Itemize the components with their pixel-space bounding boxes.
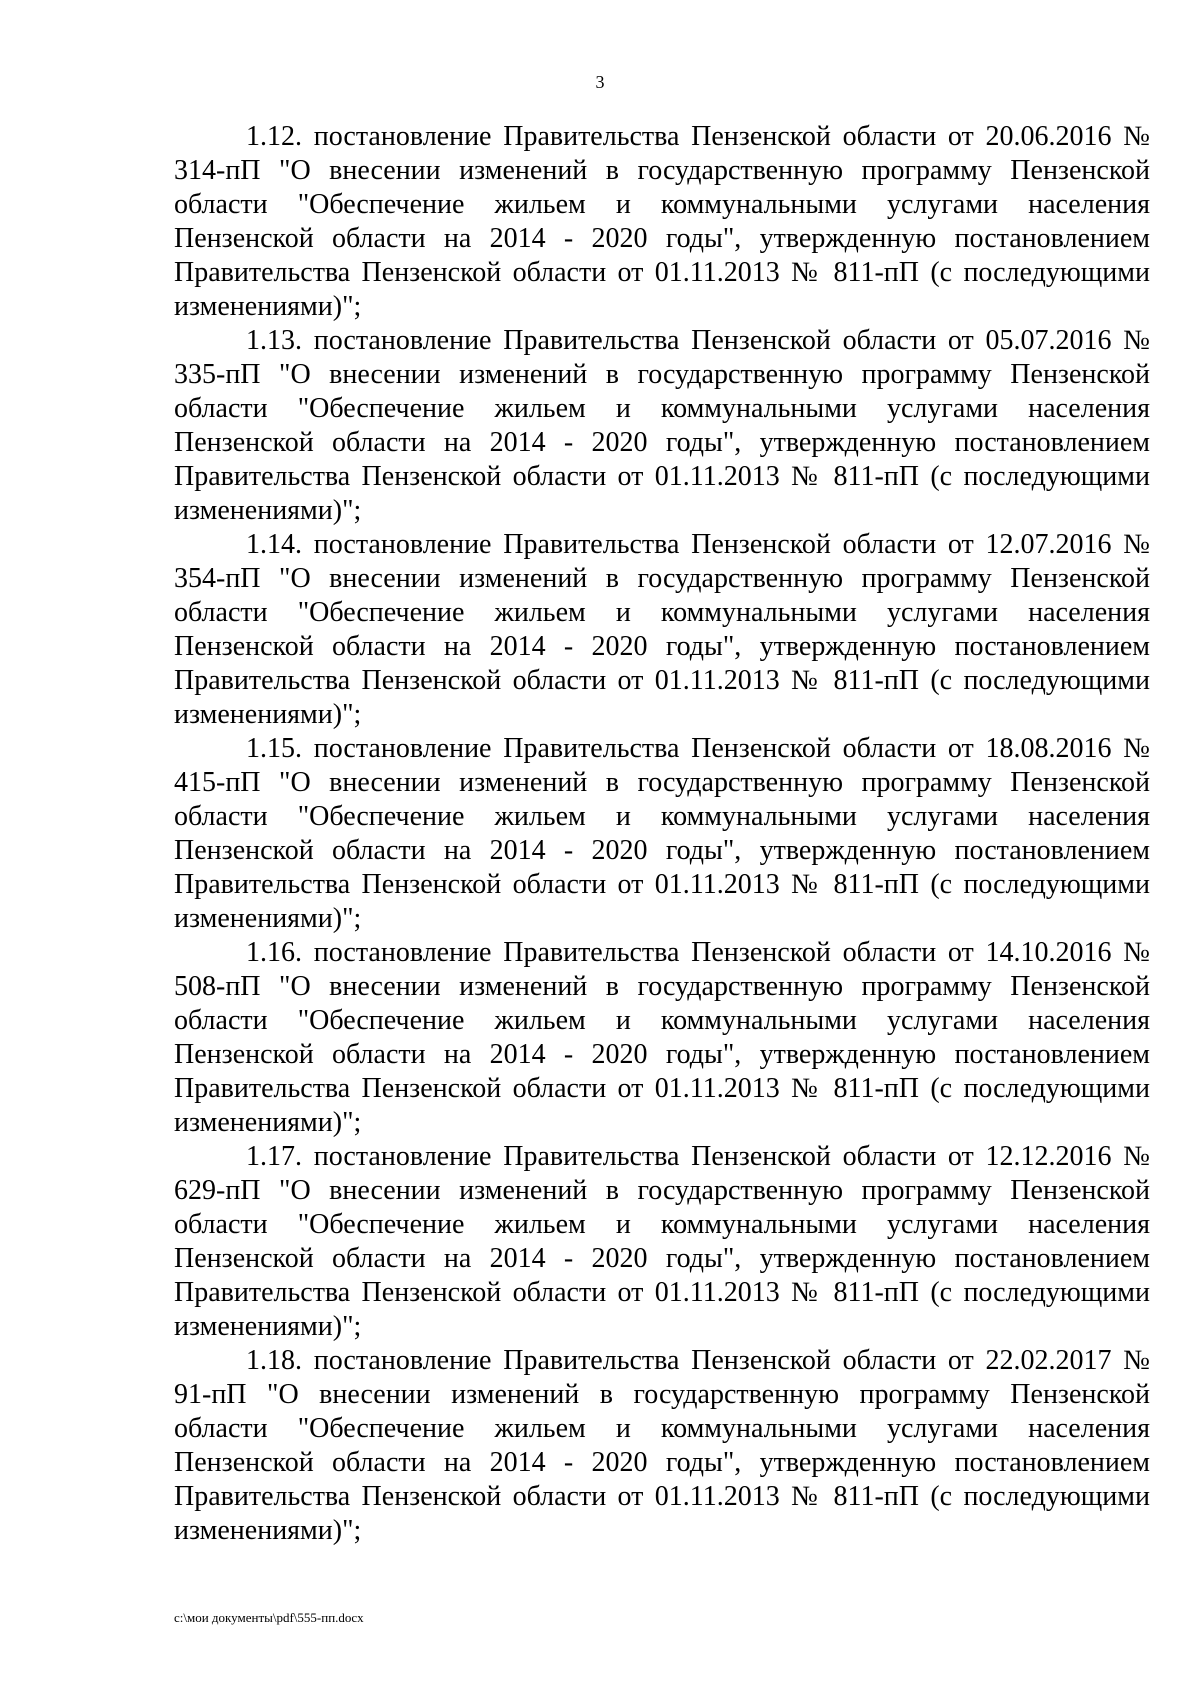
list-item: 1.17. постановление Правительства Пензенской области от 12.12.2016 № 629-пП "О внесении изменений в государственную программу Пензенской области "Обеспечение жильем и коммунальными услугами населения Пензенской области на 2014 - 2020 годы", утвержденную постановлением Правительства Пензенской области от 01.11.2013 № 811-пП (с последующими изменениями)"; [174, 1141, 1150, 1342]
list-item: 1.18. постановление Правительства Пензенской области от 22.02.2017 № 91-пП "О внесении изменений в государственную программу Пензенской области "Обеспечение жильем и коммунальными услугами населения Пензенской области на 2014 - 2020 годы", утвержденную постановлением Правительства Пензенской области от 01.11.2013 № 811-пП (с последующими изменениями)"; [174, 1345, 1150, 1546]
list-item: 1.13. постановление Правительства Пензенской области от 05.07.2016 № 335-пП "О внесении изменений в государственную программу Пензенской области "Обеспечение жильем и коммунальными услугами населения Пензенской области на 2014 - 2020 годы", утвержденную постановлением Правительства Пензенской области от 01.11.2013 № 811-пП (с последующими изменениями)"; [174, 325, 1150, 526]
list-item: 1.16. постановление Правительства Пензенской области от 14.10.2016 № 508-пП "О внесении изменений в государственную программу Пензенской области "Обеспечение жильем и коммунальными услугами населения Пензенской области на 2014 - 2020 годы", утвержденную постановлением Правительства Пензенской области от 01.11.2013 № 811-пП (с последующими изменениями)"; [174, 937, 1150, 1138]
footer-file-path: c:\мои документы\pdf\555-пп.docx [174, 1610, 364, 1625]
page-number: 3 [595, 72, 605, 92]
list-item: 1.14. постановление Правительства Пензенской области от 12.07.2016 № 354-пП "О внесении изменений в государственную программу Пензенской области "Обеспечение жильем и коммунальными услугами населения Пензенской области на 2014 - 2020 годы", утвержденную постановлением Правительства Пензенской области от 01.11.2013 № 811-пП (с последующими изменениями)"; [174, 529, 1150, 730]
list-item: 1.12. постановление Правительства Пензенской области от 20.06.2016 № 314-пП "О внесении изменений в государственную программу Пензенской области "Обеспечение жильем и коммунальными услугами населения Пензенской области на 2014 - 2020 годы", утвержденную постановлением Правительства Пензенской области от 01.11.2013 № 811-пП (с последующими изменениями)"; [174, 121, 1150, 322]
document-body [174, 120, 1150, 1548]
list-item: 1.15. постановление Правительства Пензенской области от 18.08.2016 № 415-пП "О внесении изменений в государственную программу Пензенской области "Обеспечение жильем и коммунальными услугами населения Пензенской области на 2014 - 2020 годы", утвержденную постановлением Правительства Пензенской области от 01.11.2013 № 811-пП (с последующими изменениями)"; [174, 733, 1150, 934]
